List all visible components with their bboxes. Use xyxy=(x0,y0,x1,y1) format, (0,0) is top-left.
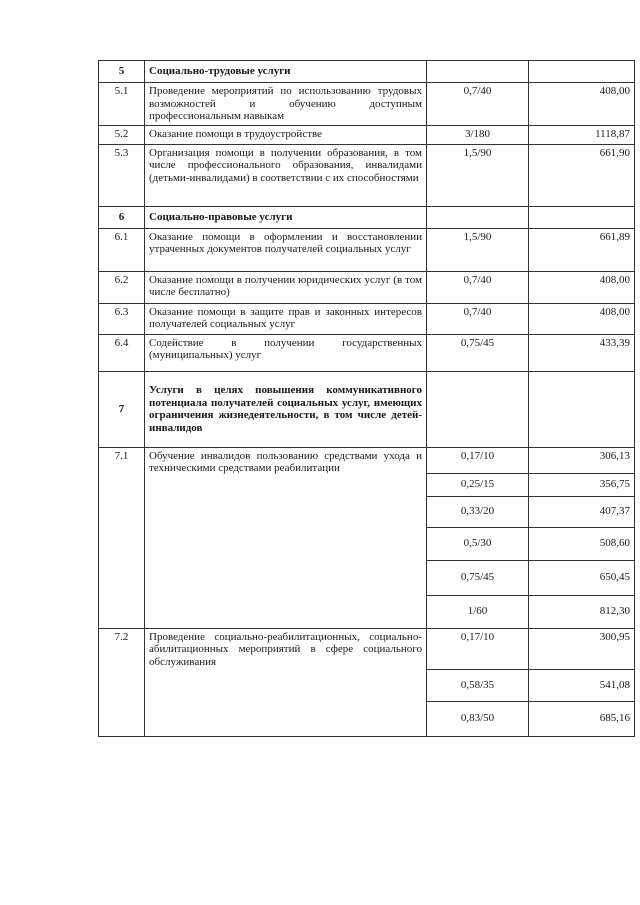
service-price: 306,13 xyxy=(529,447,635,473)
service-description: Оказание помощи в получении юридических услуг (в том числе бесплатно) xyxy=(145,271,427,303)
empty-cell xyxy=(529,61,635,83)
service-price: 661,89 xyxy=(529,228,635,271)
time-norm: 0,7/40 xyxy=(427,271,529,303)
service-price: 541,08 xyxy=(529,669,635,701)
service-row xyxy=(99,628,635,669)
service-description: Проведение социально-реабилитационных, социально-абилитационных мероприятий в сфере социального обслуживания xyxy=(145,628,427,736)
time-norm: 1,5/90 xyxy=(427,144,529,206)
service-description: Оказание помощи в оформлении и восстановлении утраченных документов получателей социальных услуг xyxy=(145,228,427,271)
time-norm: 0,7/40 xyxy=(427,303,529,334)
service-row xyxy=(99,271,635,303)
service-price: 433,39 xyxy=(529,334,635,371)
service-row xyxy=(99,334,635,371)
service-number: 5.1 xyxy=(99,83,145,126)
empty-cell xyxy=(529,206,635,228)
service-description: Оказание помощи в трудоустройстве xyxy=(145,125,427,144)
time-norm: 1/60 xyxy=(427,595,529,628)
time-norm: 0,7/40 xyxy=(427,83,529,126)
service-price: 508,60 xyxy=(529,527,635,560)
time-norm: 0,5/30 xyxy=(427,527,529,560)
empty-cell xyxy=(427,371,529,447)
section-row xyxy=(99,206,635,228)
section-number: 5 xyxy=(99,61,145,83)
service-price: 685,16 xyxy=(529,701,635,736)
service-row xyxy=(99,144,635,206)
service-price: 1118,87 xyxy=(529,125,635,144)
service-price: 408,00 xyxy=(529,83,635,126)
section-title: Социально-правовые услуги xyxy=(145,206,427,228)
time-norm: 0,75/45 xyxy=(427,560,529,595)
section-title: Услуги в целях повышения коммуникативного потенциала получателей социальных услуг, имеющих ограничения жизнедеятельности, в том числе детей-инвалидов xyxy=(145,371,427,447)
service-row xyxy=(99,303,635,334)
service-price: 407,37 xyxy=(529,496,635,527)
service-number: 5.2 xyxy=(99,125,145,144)
section-row xyxy=(99,61,635,83)
section-number: 6 xyxy=(99,206,145,228)
service-number: 7.2 xyxy=(99,628,145,736)
service-row xyxy=(99,125,635,144)
service-price: 650,45 xyxy=(529,560,635,595)
section-number: 7 xyxy=(99,371,145,447)
services-table-body xyxy=(99,61,635,737)
service-description: Оказание помощи в защите прав и законных интересов получателей социальных услуг xyxy=(145,303,427,334)
time-norm: 0,17/10 xyxy=(427,628,529,669)
time-norm: 0,83/50 xyxy=(427,701,529,736)
service-price: 408,00 xyxy=(529,303,635,334)
service-row xyxy=(99,447,635,473)
service-price: 356,75 xyxy=(529,473,635,496)
empty-cell xyxy=(529,371,635,447)
time-norm: 0,17/10 xyxy=(427,447,529,473)
service-row xyxy=(99,83,635,126)
time-norm: 0,58/35 xyxy=(427,669,529,701)
time-norm: 0,75/45 xyxy=(427,334,529,371)
time-norm: 3/180 xyxy=(427,125,529,144)
service-description: Проведение мероприятий по использованию трудовых возможностей и обучению доступным профессиональным навыкам xyxy=(145,83,427,126)
service-price: 408,00 xyxy=(529,271,635,303)
section-row xyxy=(99,371,635,447)
service-description: Содействие в получении государственных (муниципальных) услуг xyxy=(145,334,427,371)
services-table xyxy=(98,60,635,737)
service-number: 5.3 xyxy=(99,144,145,206)
service-price: 300,95 xyxy=(529,628,635,669)
service-row xyxy=(99,228,635,271)
section-title: Социально-трудовые услуги xyxy=(145,61,427,83)
time-norm: 0,33/20 xyxy=(427,496,529,527)
service-price: 661,90 xyxy=(529,144,635,206)
service-price: 812,30 xyxy=(529,595,635,628)
service-number: 6.1 xyxy=(99,228,145,271)
service-description: Обучение инвалидов пользованию средствами ухода и техническими средствами реабилитации xyxy=(145,447,427,628)
time-norm: 1,5/90 xyxy=(427,228,529,271)
time-norm: 0,25/15 xyxy=(427,473,529,496)
service-number: 6.4 xyxy=(99,334,145,371)
service-number: 7.1 xyxy=(99,447,145,628)
service-number: 6.2 xyxy=(99,271,145,303)
empty-cell xyxy=(427,206,529,228)
service-number: 6.3 xyxy=(99,303,145,334)
empty-cell xyxy=(427,61,529,83)
service-description: Организация помощи в получении образования, в том числе профессионального образования, инвалидами (детьми-инвалидами) в соответствии с их способностями xyxy=(145,144,427,206)
